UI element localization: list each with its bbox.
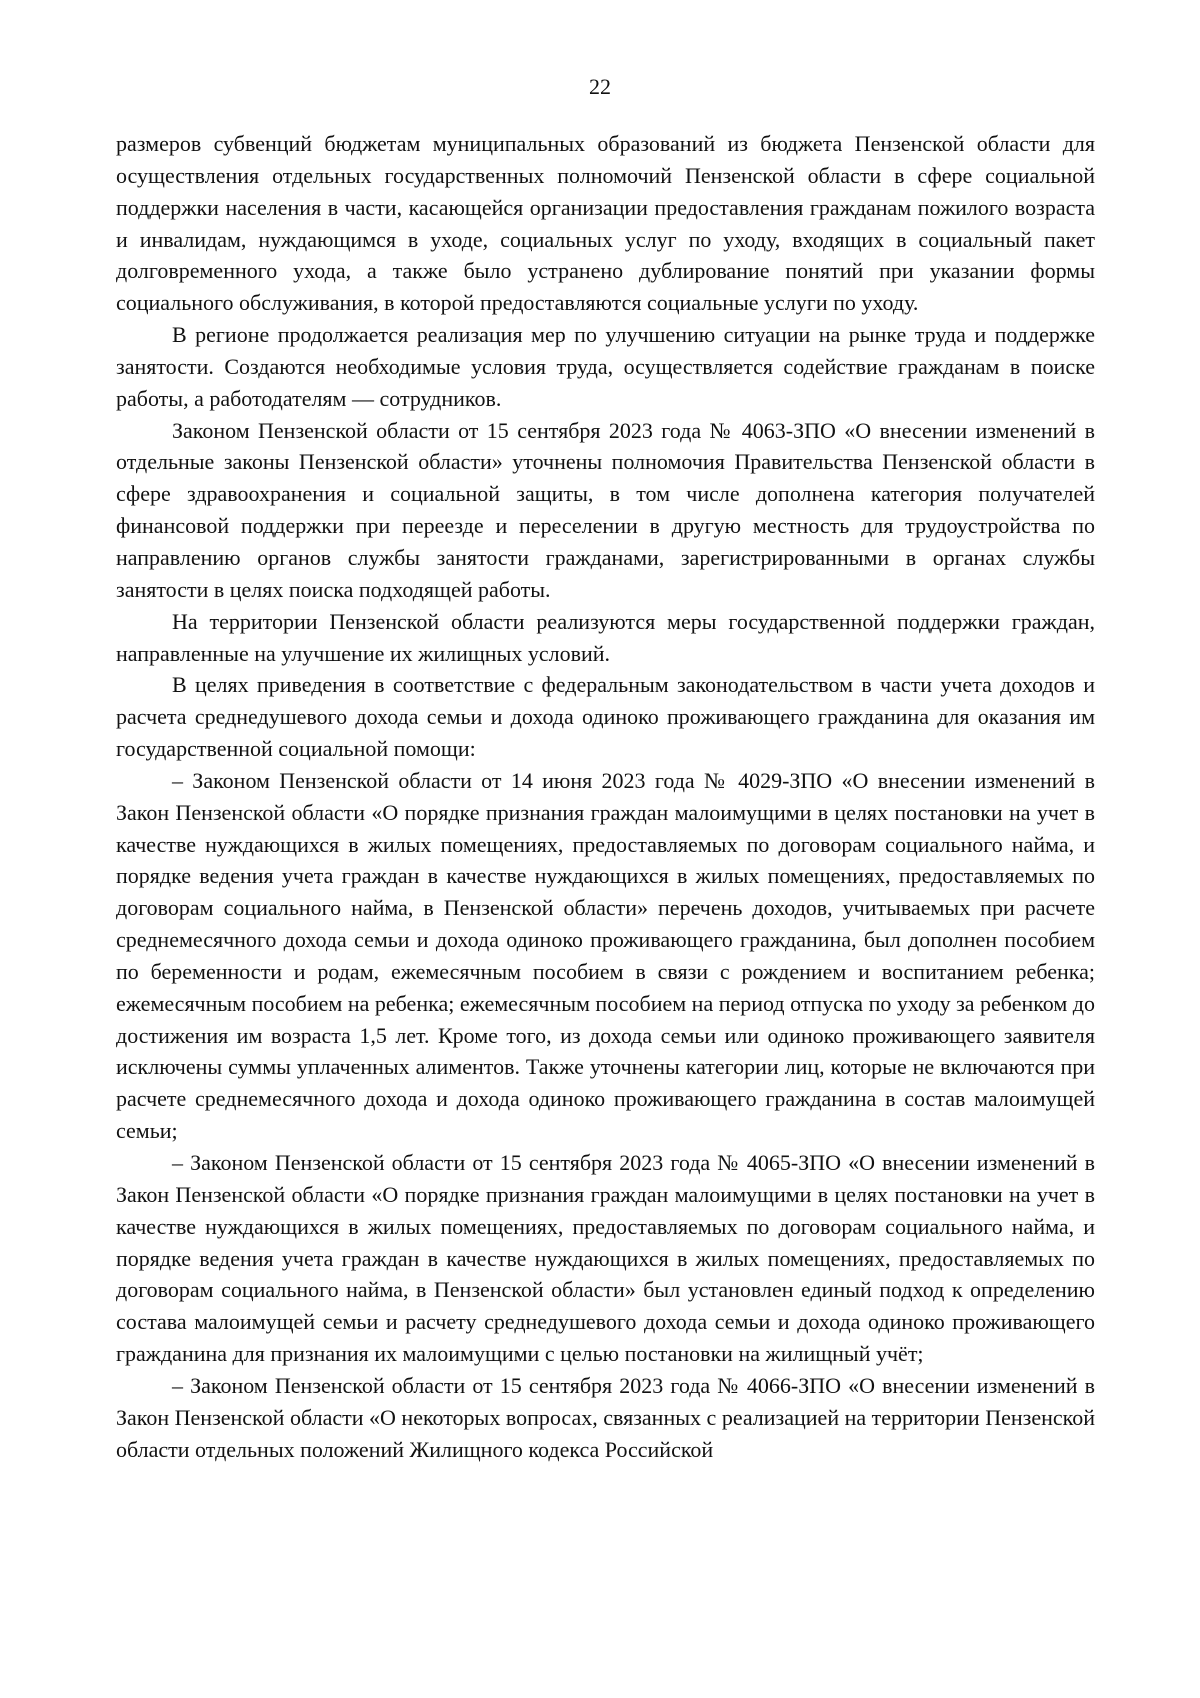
list-item-law-4029: – Законом Пензенской области от 14 июня 2023 года № 4029-ЗПО «О внесении изменений в Закон Пензенской области «О порядке признания граждан малоимущими в целях постановки на учет в качестве нуждающихся в жилых помещениях, предоставляемых по договорам социального найма, и порядке ведения учета граждан в качестве нуждающихся в жилых помещениях, предоставляемых по договорам социального найма, в Пензенской области» перечень доходов, учитываемых при расчете среднемесячного дохода семьи и дохода одиноко проживающего гражданина, был дополнен пособием по беременности и родам, ежемесячным пособием в связи с рождением и воспитанием ребенка; ежемесячным пособием на ребенка; ежемесячным пособием на период отпуска по уходу за ребенком до достижения им возраста 1,5 лет. Кроме того, из дохода семьи или одиноко проживающего заявителя исключены суммы уплаченных алиментов. Также уточнены категории лиц, которые не включаются при расчете среднемесячного дохода и дохода одиноко проживающего гражданина в состав малоимущей семьи; <box>116 767 1095 1144</box>
paragraph-housing-support: На территории Пензенской области реализуются меры государственной поддержки граждан, направленные на улучшение их жилищных условий. <box>116 608 1095 666</box>
paragraph-labor-market: В регионе продолжается реализация мер по улучшению ситуации на рынке труда и поддержке занятости. Создаются необходимые условия труда, осуществляется содействие гражданам в поиске работы, а работодателям — сотрудников. <box>116 322 1095 411</box>
list-item-law-4065: – Законом Пензенской области от 15 сентября 2023 года № 4065-ЗПО «О внесении изменений в Закон Пензенской области «О порядке признания граждан малоимущими в целях постановки на учет в качестве нуждающихся в жилых помещениях, предоставляемых по договорам социального найма, и порядке ведения учета граждан в качестве нуждающихся в жилых помещениях, предоставляемых по договорам социального найма, в Пензенской области» был установлен единый подход к определению состава малоимущей семьи и расчету среднедушевого дохода семьи и дохода одиноко проживающего гражданина для признания их малоимущими с целью постановки на жилищный учёт; <box>116 1150 1095 1367</box>
paragraph-subventions-continuation: размеров субвенций бюджетам муниципальных образований из бюджета Пензенской области для осуществления отдельных государственных полномочий Пензенской области в сфере социальной поддержки населения в части, касающейся организации предоставления гражданам пожилого возраста и инвалидам, нуждающимся в уходе, социальных услуг по уходу, входящих в социальный пакет долговременного ухода, а также было устранено дублирование понятий при указании формы социального обслуживания, в которой предоставляются социальные услуги по уходу. <box>116 131 1095 316</box>
list-item-law-4066: – Законом Пензенской области от 15 сентября 2023 года № 4066-ЗПО «О внесении изменений в Закон Пензенской области «О некоторых вопросах, связанных с реализацией на территории Пензенской области отдельных положений Жилищного кодекса Российской <box>116 1372 1095 1462</box>
document-body <box>116 128 1095 1465</box>
paragraph-law-4063: Законом Пензенской области от 15 сентября 2023 года № 4063-ЗПО «О внесении изменений в отдельные законы Пензенской области» уточнены полномочия Правительства Пензенской области в сфере здравоохранения и социальной защиты, в том числе дополнена категория получателей финансовой поддержки при переезде и переселении в другую местность для трудоустройства по направлению органов службы занятости гражданами, зарегистрированными в органах службы занятости в целях поиска подходящей работы. <box>116 417 1095 602</box>
paragraph-income-accounting-intro: В целях приведения в соответствие с федеральным законодательством в части учета доходов и расчета среднедушевого дохода семьи и дохода одиноко проживающего гражданина для оказания им государственной социальной помощи: <box>116 672 1095 762</box>
page-number: 22 <box>589 74 611 99</box>
